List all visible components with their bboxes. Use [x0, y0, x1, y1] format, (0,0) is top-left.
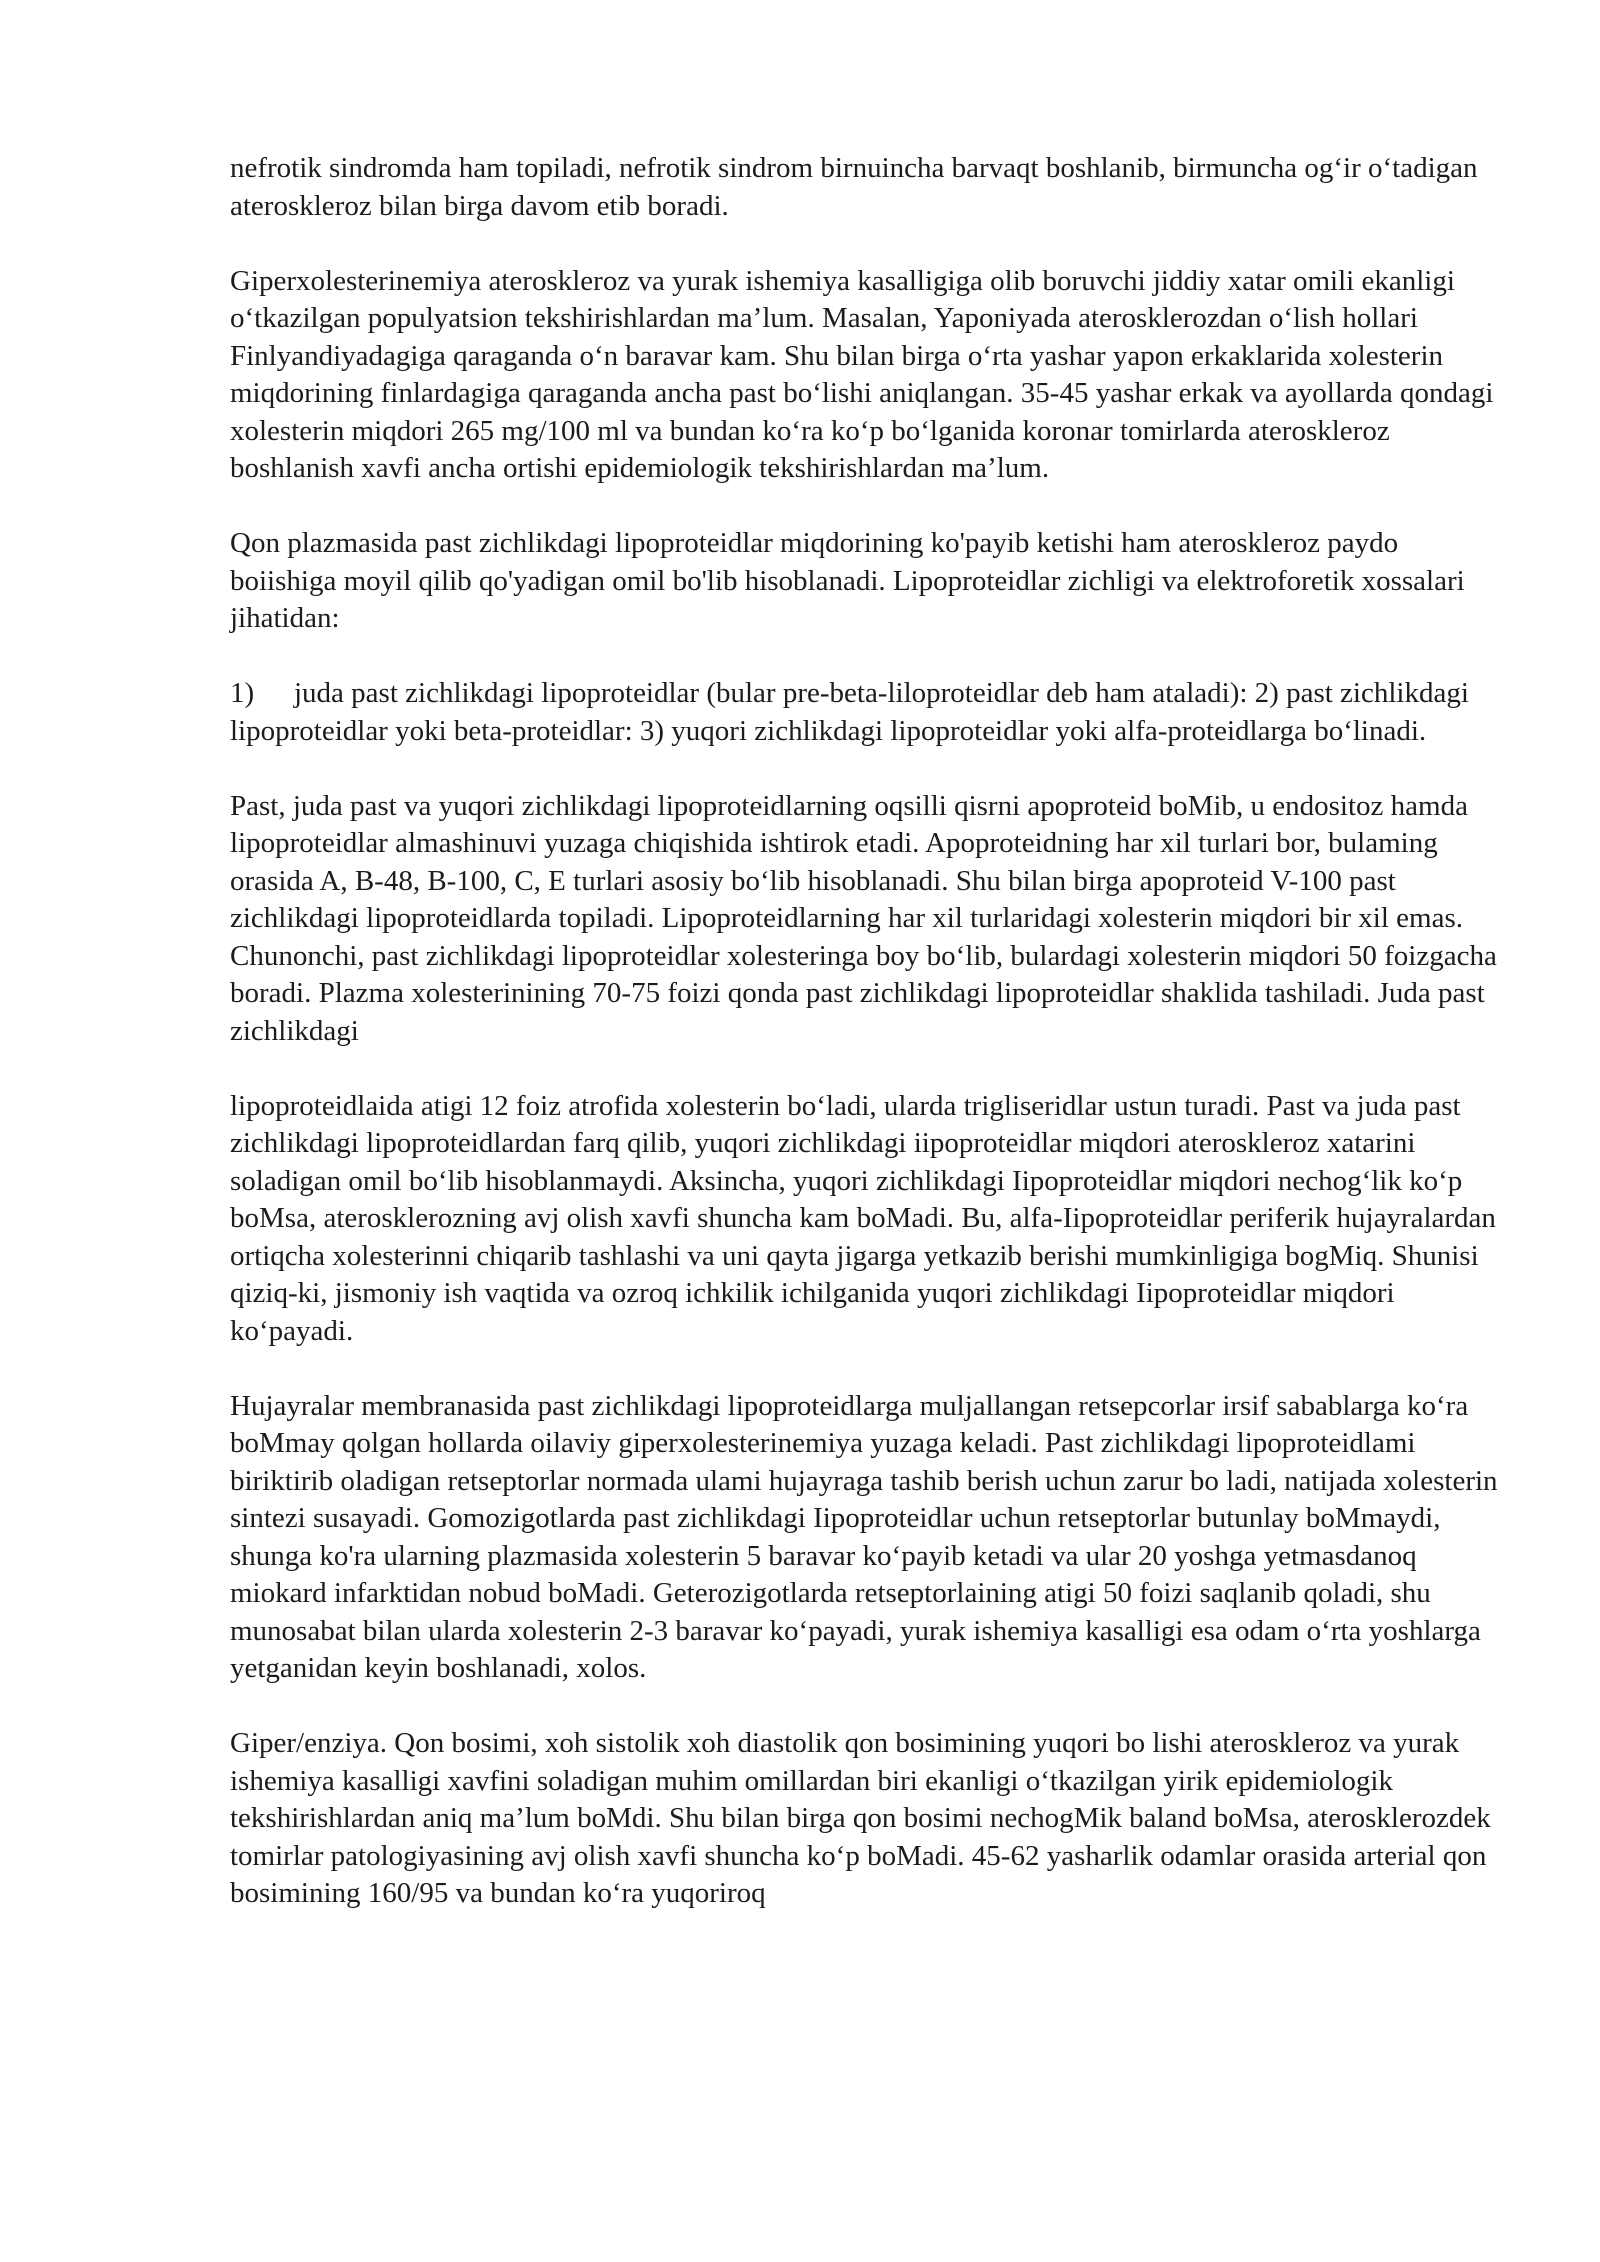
paragraph: nefrotik sindromda ham topiladi, nefrotik sindrom birnuincha barvaqt boshlanib, birmuncha og‘ir o‘tadigan ateroskleroz bilan birga davom etib boradi. [230, 152, 1478, 222]
document-body [230, 150, 1500, 1950]
paragraph: lipoproteidlaida atigi 12 foiz atrofida xolesterin bo‘ladi, ularda trigliseridlar ustun turadi. Past va juda past zichlikdagi lipoproteidlardan farq qilib, yuqori zichlikdagi iipoproteidlar miqdori ateroskleroz xatarini soladigan omil bo‘lib hisoblanmaydi. Aksincha, yuqori zichlikdagi Iipoproteidlar miqdori nechog‘lik ko‘p boMsa, aterosklerozning avj olish xavfi shuncha kam boMadi. Bu, alfa-Iipoproteidlar periferik hujayralardan ortiqcha xolesterinni chiqarib tashlashi va uni qayta jigarga yetkazib berishi mumkinligiga bogMiq. Shunisi qiziq-ki, jismoniy ish vaqtida va ozroq ichkilik ichilganida yuqori zichlikdagi Iipoproteidlar miqdori ko‘payadi. [230, 1089, 1496, 1347]
paragraph: Qon plazmasida past zichlikdagi lipoproteidlar miqdorining ko'payib ketishi ham ateroskleroz paydo boiishiga moyil qilib qo'yadigan omil bo'lib hisoblanadi. Lipoproteidlar zichligi va elektroforetik xossalari jihatidan: [230, 527, 1465, 634]
paragraph: Giper/enziya. Qon bosimi, xoh sistolik xoh diastolik qon bosimining yuqori bo lishi ateroskleroz va yurak ishemiya kasalligi xavfini soladigan muhim omillardan biri ekanligi o‘tkazilgan yirik epidemiologik tekshirishlardan aniq ma’lum boMdi. Shu bilan birga qon bosimi nechogMik baland boMsa, aterosklerozdek tomirlar patologiyasining avj olish xavfi shuncha ko‘p boMadi. 45-62 yasharlik odamlar orasida arterial qon bosimining 160/95 va bundan ko‘ra yuqoriroq [230, 1727, 1491, 1909]
paragraph: Hujayralar membranasida past zichlikdagi lipoproteidlarga muljallangan retsepcorlar irsif sabablarga ko‘ra boMmay qolgan hollarda oilaviy giperxolesterinemiya yuzaga keladi. Past zichlikdagi lipoproteidlami biriktirib oladigan retseptorlar normada ulami hujayraga tashib berish uchun zarur bo ladi, natijada xolesterin sintezi susayadi. Gomozigotlarda past zichlikdagi Iipoproteidlar uchun retseptorlar butunlay boMmaydi, shunga ko'ra ularning plazmasida xolesterin 5 baravar ko‘payib ketadi va ular 20 yoshga yetmasdanoq miokard infarktidan nobud boMadi. Geterozigotlarda retseptorlaining atigi 50 foizi saqlanib qoladi, shu munosabat bilan ularda xolesterin 2-3 baravar ko‘payadi, yurak ishemiya kasalligi esa odam o‘rta yoshlarga yetganidan keyin boshlanadi, xolos. [230, 1389, 1498, 1684]
paragraph: Past, juda past va yuqori zichlikdagi lipoproteidlarning oqsilli qisrni apoproteid boMib, u endositoz hamda lipoproteidlar almashinuvi yuzaga chiqishida ishtirok etadi. Apoproteidning har xil turlari bor, bulaming orasida A, B-48, B-100, C, E turlari asosiy bo‘lib hisoblanadi. Shu bilan birga apoproteid V-100 past zichlikdagi lipoproteidlarda topiladi. Lipoproteidlarning har xil turlaridagi xolesterin miqdori bir xil emas. Chunonchi, past zichlikdagi lipoproteidlar xolesteringa boy bo‘lib, bulardagi xolesterin miqdori 50 foizgacha boradi. Plazma xolesterinining 70-75 foizi qonda past zichlikdagi lipoproteidlar shaklida tashiladi. Juda past zichlikdagi [230, 789, 1497, 1047]
list-item [230, 675, 1500, 750]
list-item-text: juda past zichlikdagi lipoproteidlar (bular pre-beta-liloproteidlar deb ham ataladi): 2) past zichlikdagi lipoproteidlar yoki beta-proteidlar: 3) yuqori zichlikdagi lipoproteidlar yoki alfa-proteidlarga bo‘linadi. [230, 677, 1469, 747]
list-item-number: 1) [230, 677, 255, 709]
paragraph: Giperxolesterinemiya ateroskleroz va yurak ishemiya kasalligiga olib boruvchi jiddiy xatar omili ekanligi o‘tkazilgan populyatsion tekshirishlardan ma’lum. Masalan, Yaponiyada aterosklerozdan o‘lish hollari Finlyandiyadagiga qaraganda o‘n baravar kam. Shu bilan birga o‘rta yashar yapon erkaklarida xolesterin miqdorining finlardagiga qaraganda ancha past bo‘lishi aniqlangan. 35-45 yashar erkak va ayollarda qondagi xolesterin miqdori 265 mg/100 ml va bundan ko‘ra ko‘p bo‘lganida koronar tomirlarda ateroskleroz boshlanish xavfi ancha ortishi epidemiologik tekshirishlardan ma’lum. [230, 264, 1494, 484]
